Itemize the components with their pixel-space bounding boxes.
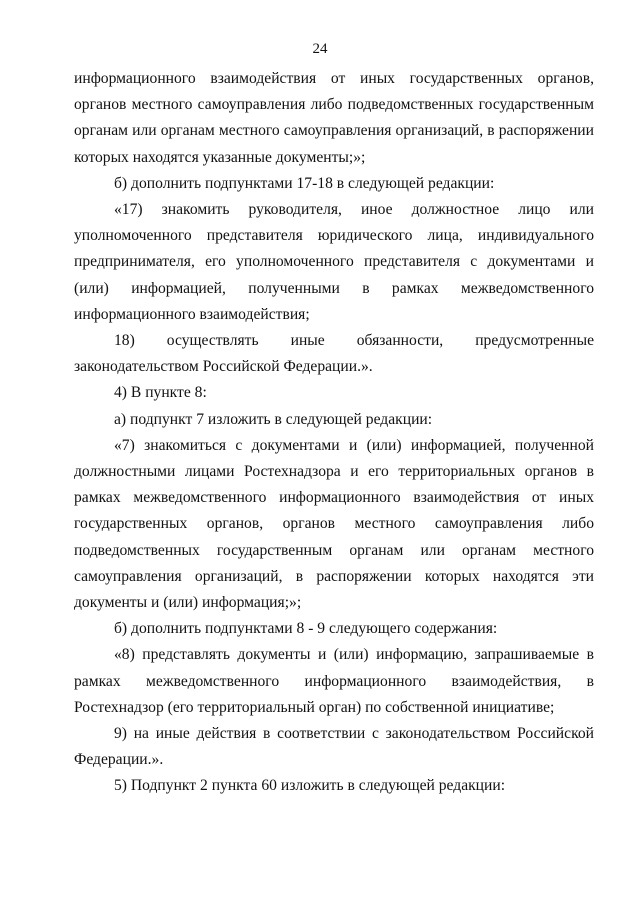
page-number: 24 <box>312 41 328 57</box>
paragraph-a-subpoint-7: а) подпункт 7 изложить в следующей редакции: <box>114 410 433 428</box>
paragraph-17: «17) знакомить руководителя, иное должностное лицо или уполномоченного представителя юридического лица, индивидуального предпринимателя, его уполномоченного представителя с документами и (или) информацией, полученными в рамках межведомственного информационного взаимодействия; <box>74 201 594 323</box>
paragraph-point-4: 4) В пункте 8: <box>114 384 207 402</box>
paragraph-18: 18) осуществлять иные обязанности, предусмотренные законодательством Российской Федерации.». <box>74 332 594 376</box>
paragraph-7: «7) знакомиться с документами и (или) информацией, полученной должностными лицами Ростехнадзора и его территориальных органов в рамках межведомственного информационного взаимодействия от иных государственных органов, органов местного самоуправления либо подведомственных государственным органам или органам местного самоуправления организаций, в распоряжении которых находятся эти документы и (или) информация;»; <box>74 436 594 612</box>
document-body <box>74 66 594 800</box>
paragraph-9: 9) на иные действия в соответствии с законодательством Российской Федерации.». <box>74 725 594 769</box>
paragraph-b-add-17-18: б) дополнить подпунктами 17-18 в следующей редакции: <box>114 174 495 192</box>
paragraph-continuation: информационного взаимодействия от иных государственных органов, органов местного самоуправления либо подведомственных государственным органам или органам местного самоуправления организаций, в распоряжении которых находятся указанные документы;»; <box>74 70 594 166</box>
paragraph-8: «8) представлять документы и (или) информацию, запрашиваемые в рамках межведомственного информационного взаимодействия, в Ростехнадзор (его территориальный орган) по собственной инициативе; <box>74 646 594 716</box>
paragraph-b-add-8-9: б) дополнить подпунктами 8 - 9 следующего содержания: <box>114 620 498 638</box>
paragraph-point-5: 5) Подпункт 2 пункта 60 изложить в следующей редакции: <box>114 777 506 795</box>
